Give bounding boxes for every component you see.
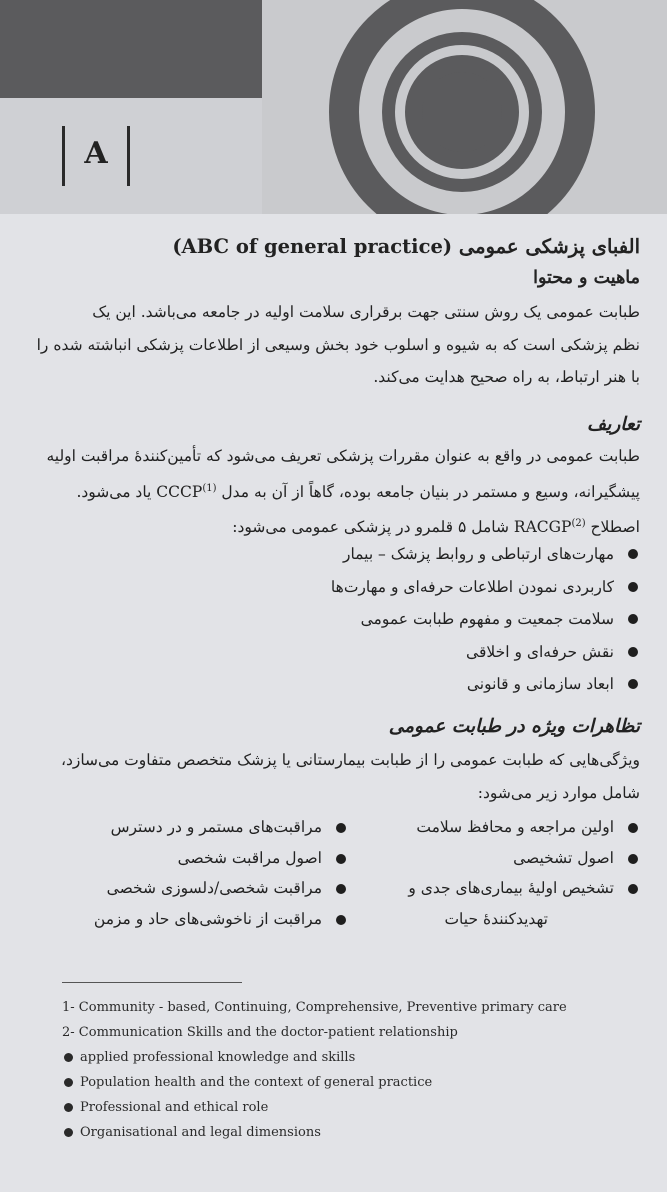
footnote-ref-1: (1) xyxy=(202,482,217,494)
section-definitions-paragraph xyxy=(46,440,640,544)
list-item-text: اولین مراجعه و محافظ سلامت xyxy=(416,818,614,836)
footnotes xyxy=(62,995,652,1145)
features-left-column xyxy=(58,812,348,934)
features-right-column xyxy=(350,812,640,934)
section-features-paragraph xyxy=(58,744,640,809)
chapter-letter-box xyxy=(62,126,130,186)
text-run: اصطلاح xyxy=(585,518,640,536)
section-heading-features: تظاهرات ویژه در طبابت عمومی xyxy=(388,716,640,737)
list-item-text: ابعاد سازمانی و قانونی xyxy=(466,675,614,693)
bullet-dot-icon xyxy=(336,854,346,864)
section-heading-definitions: تعاریف xyxy=(587,414,640,435)
list-item xyxy=(350,873,640,904)
title-persian: الفبای پزشکی عمومی xyxy=(458,235,640,258)
paragraph-line: طبابت عمومی در واقع به عنوان مقررات پزشکی تعریف می‌شود که تأمین‌کنندهٔ مراقبت اولیه xyxy=(46,447,640,465)
paragraph-line: با هنر ارتباط، به راه صحیح هدایت می‌کند. xyxy=(373,368,640,386)
header-dark-block xyxy=(0,0,262,98)
bullet-dot-icon xyxy=(64,1103,73,1112)
bullet-dot-icon xyxy=(628,884,638,894)
term-racgp xyxy=(514,518,586,536)
bullet-dot-icon xyxy=(628,582,638,592)
bullet-dot-icon xyxy=(336,823,346,833)
letter-bar-right xyxy=(127,126,130,186)
header-circle-graphic xyxy=(262,0,667,214)
footnote-bullet-text: Organisational and legal dimensions xyxy=(80,1125,321,1140)
section-nature-paragraph xyxy=(36,296,640,394)
list-item xyxy=(58,603,640,636)
bullet-dot-icon xyxy=(628,647,638,657)
list-item-text: کاربردی نمودن اطلاعات حرفه‌ای و مهارت‌ها xyxy=(330,577,614,596)
list-item xyxy=(58,538,640,571)
list-item xyxy=(58,843,348,874)
list-item xyxy=(350,843,640,874)
footnote-ref-2: (2) xyxy=(571,518,586,529)
list-item xyxy=(350,812,640,843)
text-run: شامل ۵ قلمرو در پزشکی عمومی می‌شود: xyxy=(232,518,514,536)
list-item xyxy=(58,904,348,935)
paragraph-line xyxy=(58,473,640,509)
paragraph-line: طبابت عمومی یک روش سنتی جهت برقراری سلامت اولیه در جامعه می‌باشد. این یک xyxy=(92,303,640,321)
list-item-text: مراقبت شخصی/دلسوزی شخصی xyxy=(106,879,322,897)
list-item-text: اصول مراقبت شخصی xyxy=(177,848,322,867)
bullet-dot-icon xyxy=(64,1078,73,1087)
bullet-dot-icon xyxy=(628,854,638,864)
paragraph-line: شامل موارد زیر می‌شود: xyxy=(477,783,640,802)
chapter-letter: A xyxy=(84,136,108,171)
domains-bullet-list xyxy=(58,538,640,701)
list-item xyxy=(58,571,640,604)
bullet-dot-icon xyxy=(336,884,346,894)
list-item-text: اصول تشخیصی xyxy=(513,848,614,867)
bullet-dot-icon xyxy=(628,549,638,559)
footnote-bullet xyxy=(62,1120,652,1145)
list-item xyxy=(58,668,640,701)
paragraph-line: نظم پزشکی است که به شیوه و اسلوب خود بخش وسیعی از اطلاعات پزشکی انباشته شده را xyxy=(36,335,640,354)
paragraph-line: ویژگی‌هایی که طبابت عمومی را از طبابت بیمارستانی یا پزشک متخصص متفاوت می‌سازد، xyxy=(60,751,640,769)
list-item-text: نقش حرفه‌ای و اخلاقی xyxy=(466,642,614,661)
list-item-text: مراقبت از ناخوشی‌های حاد و مزمن xyxy=(93,909,322,928)
section-heading-nature: ماهیت و محتوا xyxy=(533,268,640,288)
term-racgp-label: RACGP xyxy=(513,518,572,536)
term-cccp-label: CCCP xyxy=(156,482,203,501)
text-run: یاد می‌شود. xyxy=(76,482,157,501)
bullet-dot-icon xyxy=(336,915,346,925)
footnote-bullet-text: Population health and the context of general practice xyxy=(80,1075,433,1090)
list-item-text: مهارت‌های ارتباطی و روابط پزشک – بیمار xyxy=(342,545,614,563)
chapter-header xyxy=(0,0,667,214)
header-light-block xyxy=(0,98,262,214)
list-item xyxy=(58,636,640,669)
bullet-dot-icon xyxy=(628,614,638,624)
list-item-text: سلامت جمعیت و مفهوم طبابت عمومی xyxy=(360,610,614,628)
bullet-dot-icon xyxy=(628,679,638,689)
text-run: پیشگیرانه، وسیع و مستمر در بنیان جامعه بوده، گاهاً از آن به مدل xyxy=(216,482,640,501)
term-cccp xyxy=(156,483,216,501)
page-title xyxy=(58,232,640,262)
footnote-bullet xyxy=(62,1095,652,1120)
footnote-bullet xyxy=(62,1070,652,1095)
bullet-dot-icon xyxy=(64,1128,73,1137)
list-item-text: تهدیدکنندهٔ حیات xyxy=(444,909,548,928)
footnote-1: 1- Community - based, Continuing, Comprehensive, Preventive primary care xyxy=(62,1000,567,1015)
bullet-dot-icon xyxy=(64,1053,73,1062)
bullet-dot-icon xyxy=(628,823,638,833)
list-item-continuation xyxy=(350,904,640,935)
footnote-2: 2- Communication Skills and the doctor-patient relationship xyxy=(62,1025,458,1040)
title-english: (ABC of general practice) xyxy=(172,235,453,258)
footnote-divider xyxy=(62,982,242,983)
footnote-bullet-text: applied professional knowledge and skills xyxy=(80,1050,356,1065)
list-item xyxy=(58,873,348,904)
footnote-bullet-text: Professional and ethical role xyxy=(80,1100,269,1115)
list-item-text: تشخیص اولیهٔ بیماری‌های جدی و xyxy=(408,879,614,897)
list-item-text: مراقبت‌های مستمر و در دسترس xyxy=(110,818,322,836)
list-item xyxy=(58,812,348,843)
footnote-bullet xyxy=(62,1045,652,1070)
features-two-column-list xyxy=(58,812,640,942)
